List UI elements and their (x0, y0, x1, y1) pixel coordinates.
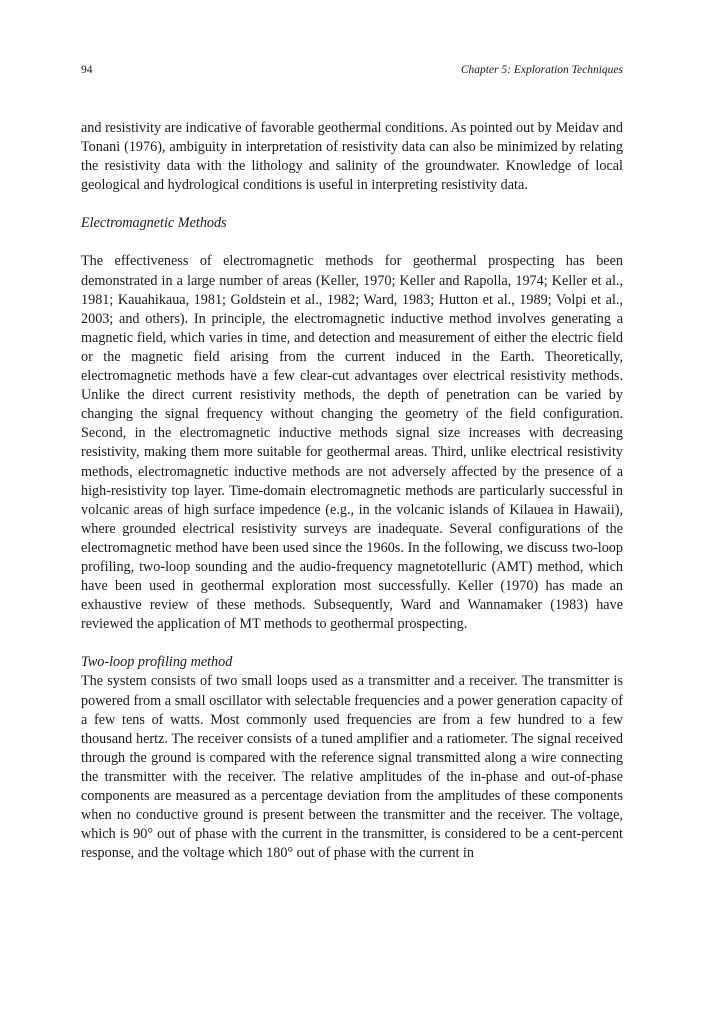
subsection-heading-two-loop-profiling: Two-loop profiling method (81, 654, 233, 671)
section-heading-electromagnetic-methods: Electromagnetic Methods (81, 215, 227, 232)
paragraph-resistivity-conclusion: and resistivity are indicative of favorable geothermal conditions. As pointed out by Meidav and Tonani (1976), ambiguity in interpretation of resistivity data can also be minimized by relating the resistivity data with the lithology and salinity of the groundwater. Knowledge of local geological and hydrological conditions is useful in interpreting resistivity data. (81, 120, 623, 194)
chapter-title: Chapter 5: Exploration Techniques (460, 64, 623, 76)
body-text (81, 119, 623, 863)
paragraph-two-loop-profiling: The system consists of two small loops used as a transmitter and a receiver. The transmitter is powered from a small oscillator with selectable frequencies and a power generation capacity of a few tens of watts. Most commonly used frequencies are from a few hundred to a few thousand hertz. The receiver consists of a tuned amplifier and a ratiometer. The signal received through the ground is compared with the reference signal transmitted along a wire connecting the transmitter with the receiver. The relative amplitudes of the in-phase and out-of-phase components are measured as a percentage deviation from the amplitudes of these components when no conductive ground is present between the transmitter and the receiver. The voltage, which is 90° out of phase with the current in the transmitter, is considered to be a cent-percent response, and the voltage which 180° out of phase with the current in (81, 673, 623, 862)
paragraph-electromagnetic-methods: The effectiveness of electromagnetic methods for geothermal prospecting has been demonstrated in a large number of areas (Keller, 1970; Keller and Rapolla, 1974; Keller et al., 1981; Kauahikaua, 1981; Goldstein et al., 1982; Ward, 1983; Hutton et al., 1989; Volpi et al., 2003; and others). In principle, the electromagnetic inductive method involves generating a magnetic field, which varies in time, and detection and measurement of either the electric field or the magnetic field arising from the current induced in the Earth. Theoretically, electromagnetic methods have a few clear-cut advantages over electrical resistivity methods. Unlike the direct current resistivity methods, the depth of penetration can be varied by changing the signal frequency without changing the geometry of the field configuration. Second, in the electromagnetic inductive methods signal size increases with decreasing resistivity, making them more suitable for geothermal areas. Third, unlike electrical resistivity methods, electromagnetic inductive methods are not adversely affected by the presence of a high-resistivity top layer. Time-domain electromagnetic methods are particularly successful in volcanic areas of high surface impedence (e.g., in the volcanic islands of Kilauea in Hawaii), where grounded electrical resistivity surveys are inadequate. Several configurations of the electromagnetic method have been used since the 1960s. In the following, we discuss two-loop profiling, two-loop sounding and the audio-frequency magnetotelluric (AMT) method, which have been used in geothermal exploration most successfully. Keller (1970) has made an exhaustive review of these methods. Subsequently, Ward and Wannamaker (1983) have reviewed the application of MT methods to geothermal prospecting. (81, 253, 623, 633)
document-page (81, 64, 623, 863)
running-header (81, 64, 623, 82)
page-number: 94 (81, 64, 93, 76)
